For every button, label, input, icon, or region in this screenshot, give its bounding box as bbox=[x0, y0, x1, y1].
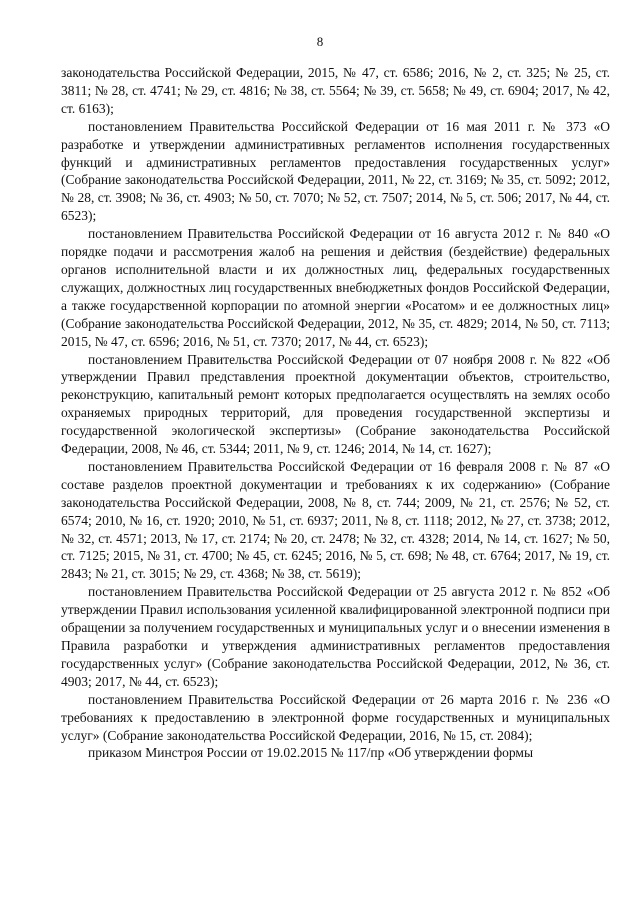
paragraph-resolution-373: постановлением Правительства Российской Федерации от 16 мая 2011 г. № 373 «О разработке и утверждении административных регламентов исполнения государственных функций и административных регламентов предоставления государственных услуг» (Собрание законодательства Российской Федерации, 2011, № 22, ст. 3169; № 35, ст. 5092; 2012, № 28, ст. 3908; № 36, ст. 4903; № 50, ст. 7070; № 52, ст. 7507; 2014, № 5, ст. 506; 2017, № 44, ст. 6523); bbox=[61, 118, 610, 224]
page-number: 8 bbox=[316, 34, 324, 49]
paragraph-resolution-236: постановлением Правительства Российской Федерации от 26 марта 2016 г. № 236 «О требованиях к предоставлению в электронной форме государственных и муниципальных услуг» (Собрание законодательства Российской Федерации, 2016, № 15, ст. 2084); bbox=[61, 691, 610, 743]
paragraph-continuation: законодательства Российской Федерации, 2015, № 47, ст. 6586; 2016, № 2, ст. 325; № 25, ст. 3811; № 28, ст. 4741; № 29, ст. 4816; № 38, ст. 5564; № 39, ст. 5658; № 49, ст. 6904; 2017, № 42, ст. 6163); bbox=[61, 65, 610, 116]
paragraph-resolution-840: постановлением Правительства Российской Федерации от 16 августа 2012 г. № 840 «О порядке подачи и рассмотрения жалоб на решения и действия (бездействие) федеральных органов исполнительной власти и их должностных лиц, федеральных государственных служащих, должностных лиц государственных внебюджетных фондов Российской Федерации, а также государственной корпорации по атомной энергии «Росатом» и ее должностных лиц» (Собрание законодательства Российской Федерации, 2012, № 35, ст. 4829; 2014, № 50, ст. 7113; 2015, № 47, ст. 6596; 2016, № 51, ст. 7370; 2017, № 44, ст. 6523); bbox=[61, 226, 610, 349]
paragraph-resolution-87: постановлением Правительства Российской Федерации от 16 февраля 2008 г. № 87 «О составе разделов проектной документации и требованиях к их содержанию» (Собрание законодательства Российской Федерации, 2008, № 8, ст. 744; 2009, № 21, ст. 2576; № 52, ст. 6574; 2010, № 16, ст. 1920; 2010, № 51, ст. 6937; 2011, № 8, ст. 1118; 2012, № 27, ст. 3738; 2012, № 32, ст. 4571; 2013, № 17, ст. 2174; № 20, ст. 2478; № 32, ст. 4328; 2014, № 14, ст. 1627; № 50, ст. 7125; 2015, № 31, ст. 4700; № 45, ст. 6245; 2016, № 5, ст. 698; № 48, ст. 6764; 2017, № 19, ст. 2843; № 21, ст. 3015; № 29, ст. 4368; № 38, ст. 5619); bbox=[61, 458, 610, 582]
paragraph-resolution-852: постановлением Правительства Российской Федерации от 25 августа 2012 г. № 852 «Об утверждении Правил использования усиленной квалифицированной электронной подписи при обращении за получением государственных и муниципальных услуг и о внесении изменения в Правила разработки и утверждения административных регламентов предоставления государственных услуг» (Собрание законодательства Российской Федерации, 2012, № 36, ст. 4903; 2017, № 44, ст. 6523); bbox=[61, 584, 610, 689]
document-body bbox=[61, 64, 610, 762]
paragraph-order-117: приказом Минстроя России от 19.02.2015 № 117/пр «Об утверждении формы bbox=[88, 745, 534, 761]
paragraph-resolution-822: постановлением Правительства Российской Федерации от 07 ноября 2008 г. № 822 «Об утверждении Правил представления проектной документации объектов, строительство, реконструкцию, капитальный ремонт которых предполагается осуществлять на землях особо охраняемых природных территорий, для проведения государственной экспертизы и государственной экологической экспертизы» (Собрание законодательства Российской Федерации, 2008, № 46, ст. 5344; 2011, № 9, ст. 1246; 2014, № 14, ст. 1627); bbox=[61, 351, 610, 457]
